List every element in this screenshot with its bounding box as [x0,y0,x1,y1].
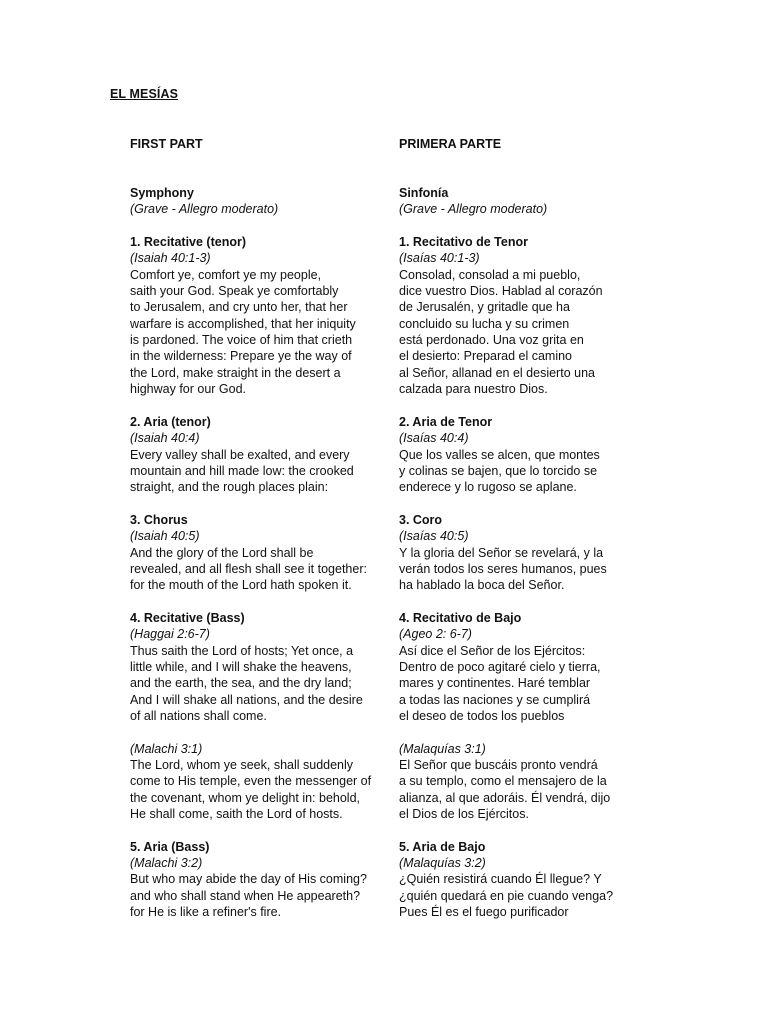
libretto-section [130,839,388,921]
text-line: in the wilderness: Prepare ye the way of [130,349,352,364]
libretto-section [399,234,629,397]
text-line: But who may abide the day of His coming? [130,872,367,887]
libretto-section [399,839,629,921]
section-title: 3. Coro [399,512,443,527]
section-title: 3. Chorus [130,512,188,527]
section-title: 4. Recitative (Bass) [130,610,245,625]
text-line: The Lord, whom ye seek, shall suddenly [130,758,354,773]
libretto-section [399,741,629,823]
text-line: Thus saith the Lord of hosts; Yet once, a [130,643,354,658]
document-title: EL MESÍAS [110,87,179,101]
scripture-reference: (Isaías 40:5) [399,529,469,544]
text-line: And I will shake all nations, and the desire [130,692,363,707]
text-line: calzada para nuestro Dios. [399,382,548,397]
text-line: de Jerusalén, y gritadle que ha [399,300,570,315]
text-line: a su templo, como el mensajero de la [399,774,607,789]
text-line: Así dice el Señor de los Ejércitos: [399,643,586,658]
section-title: 1. Recitative (tenor) [130,235,247,250]
section-list [130,185,388,920]
text-line: ¿quién quedará en pie cuando venga? [399,888,614,903]
scripture-reference: (Isaiah 40:1-3) [130,251,211,266]
libretto-section [130,414,388,496]
text-line: ¿Quién resistirá cuando Él llegue? Y [399,872,602,887]
text-line: little while, and I will shake the heavens, [130,660,352,674]
scripture-reference: (Malaquías 3:2) [399,856,486,871]
text-line: Y la gloria del Señor se revelará, y la [399,545,604,560]
text-line: Pues Él es el fuego purificador [399,905,569,920]
text-line: And the glory of the Lord shall be [130,545,314,560]
text-line: Every valley shall be exalted, and every [130,447,350,462]
text-line: ha hablado la boca del Señor. [399,578,565,593]
part-heading: FIRST PART [130,137,203,151]
libretto-section [130,234,388,397]
text-line: enderece y lo rugoso se aplane. [399,480,577,495]
scripture-reference: (Malachi 3:1) [130,741,203,756]
section-title: 5. Aria de Bajo [399,839,486,854]
scripture-reference: (Grave - Allegro moderato) [399,202,548,217]
scripture-reference: (Grave - Allegro moderato) [130,202,279,217]
text-line: and the earth, the sea, and the dry land; [130,676,352,691]
text-line: He shall come, saith the Lord of hosts. [130,807,343,822]
text-line: El Señor que buscáis pronto vendrá [399,758,598,773]
text-line: is pardoned. The voice of him that crieth [130,333,353,348]
text-line: alianza, al que adoráis. Él vendrá, dijo [399,790,611,805]
text-line: warfare is accomplished, that her iniquity [130,316,356,331]
libretto-section [399,185,629,218]
scripture-reference: (Malaquías 3:1) [399,741,486,756]
text-line: está perdonado. Una voz grita en [399,333,584,348]
text-line: Comfort ye, comfort ye my people, [130,267,322,282]
text-line: come to His temple, even the messenger of [130,774,372,789]
text-line: verán todos los seres humanos, pues [399,561,607,576]
text-line: the covenant, whom ye delight in: behold, [130,790,361,805]
text-line: straight, and the rough places plain: [130,480,329,495]
scripture-reference: (Haggai 2:6-7) [130,627,210,642]
scripture-reference: (Isaías 40:4) [399,431,469,446]
text-line: concluido su lucha y su crimen [399,316,570,331]
english-column [130,136,388,921]
text-line: saith your God. Speak ye comfortably [130,284,339,299]
section-title: Sinfonía [399,186,449,201]
part-heading: PRIMERA PARTE [399,137,502,151]
libretto-section [399,610,629,724]
scripture-reference: (Isaías 40:1-3) [399,251,480,266]
text-line: Que los valles se alcen, que montes [399,447,600,462]
section-list [399,185,629,920]
text-line: Dentro de poco agitaré cielo y tierra, [399,660,601,674]
text-line: Consolad, consolad a mi pueblo, [399,267,581,282]
scripture-reference: (Isaiah 40:5) [130,529,200,544]
text-line: a todas las naciones y se cumplirá [399,692,591,707]
text-line: revealed, and all flesh shall see it together: [130,561,367,576]
text-line: mares y continentes. Haré temblar [399,676,591,691]
text-line: al Señor, allanad en el desierto una [399,365,595,380]
text-line: to Jerusalem, and cry unto her, that her [130,300,348,315]
text-line: el desierto: Preparad el camino [399,349,573,364]
text-line: dice vuestro Dios. Hablad al corazón [399,284,603,299]
text-line: el Dios de los Ejércitos. [399,807,529,822]
scripture-reference: (Isaiah 40:4) [130,431,200,446]
scripture-reference: (Malachi 3:2) [130,856,203,871]
libretto-section [399,512,629,594]
text-line: and who shall stand when He appeareth? [130,888,361,903]
libretto-section [130,185,388,218]
text-line: y colinas se bajen, que lo torcido se [399,463,598,478]
section-title: 2. Aria de Tenor [399,414,493,429]
section-title: 2. Aria (tenor) [130,414,211,429]
libretto-section [399,414,629,496]
text-line: the Lord, make straight in the desert a [130,365,341,380]
libretto-section [130,741,388,823]
text-line: highway for our God. [130,382,247,397]
text-line: for the mouth of the Lord hath spoken it. [130,578,352,593]
section-title: 1. Recitativo de Tenor [399,235,528,250]
section-title: 4. Recitativo de Bajo [399,610,522,625]
text-line: mountain and hill made low: the crooked [130,463,354,478]
libretto-section [130,610,388,724]
scripture-reference: (Ageo 2: 6-7) [399,627,472,642]
section-title: 5. Aria (Bass) [130,839,210,854]
text-line: el deseo de todos los pueblos [399,709,565,724]
text-line: for He is like a refiner's fire. [130,905,282,920]
spanish-column [399,136,629,921]
libretto-section [130,512,388,594]
text-line: of all nations shall come. [130,709,267,724]
section-title: Symphony [130,186,194,201]
